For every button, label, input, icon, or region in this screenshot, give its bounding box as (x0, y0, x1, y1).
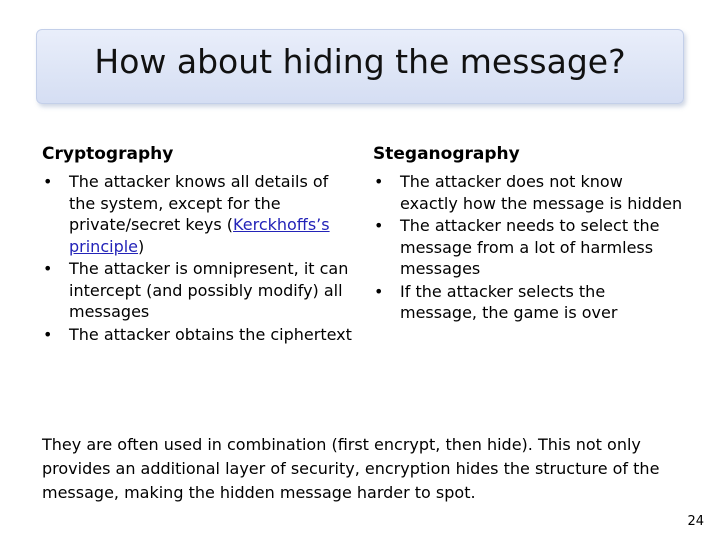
summary-paragraph: They are often used in combination (first encrypt, then hide). This not only provides an additional layer of security, encryption hides the structure of the message, making the hidden message harder to spot. (42, 435, 660, 502)
steganography-list (373, 171, 683, 324)
bullet-icon: • (43, 324, 53, 344)
bullet-text: If the attacker selects the message, the game is over (400, 281, 618, 322)
cryptography-list (42, 171, 352, 345)
bullet-text: The attacker knows all details of the system, except for the private/secret keys ( (69, 172, 329, 234)
list-item (42, 258, 352, 323)
bullet-icon: • (43, 259, 53, 278)
page-number: 24 (687, 514, 704, 529)
bullet-icon: • (374, 216, 384, 235)
list-item (42, 171, 352, 257)
cryptography-column (42, 143, 352, 346)
bullet-text: The attacker does not know exactly how the message is hidden (400, 172, 683, 213)
bullet-icon: • (43, 172, 53, 191)
bullet-text: The attacker needs to select the message from a lot of harmless messages (400, 216, 660, 278)
title-banner (36, 29, 684, 104)
steganography-column (373, 143, 683, 325)
steganography-heading: Steganography (373, 144, 520, 164)
bullet-icon: • (374, 281, 384, 301)
list-item (373, 215, 683, 280)
list-item (373, 171, 683, 214)
slide-title: How about hiding the message? (94, 42, 626, 81)
bullet-text: The attacker is omnipresent, it can intercept (and possibly modify) all messages (69, 259, 349, 321)
list-item (373, 281, 683, 324)
kerckhoffs-principle-link[interactable]: Kerckhoffs’s principle (69, 215, 330, 256)
bullet-icon: • (374, 172, 384, 191)
bullet-text: The attacker obtains the ciphertext (69, 324, 352, 344)
list-item (42, 324, 352, 346)
bullet-text-tail: ) (138, 236, 145, 256)
cryptography-heading: Cryptography (42, 144, 174, 164)
